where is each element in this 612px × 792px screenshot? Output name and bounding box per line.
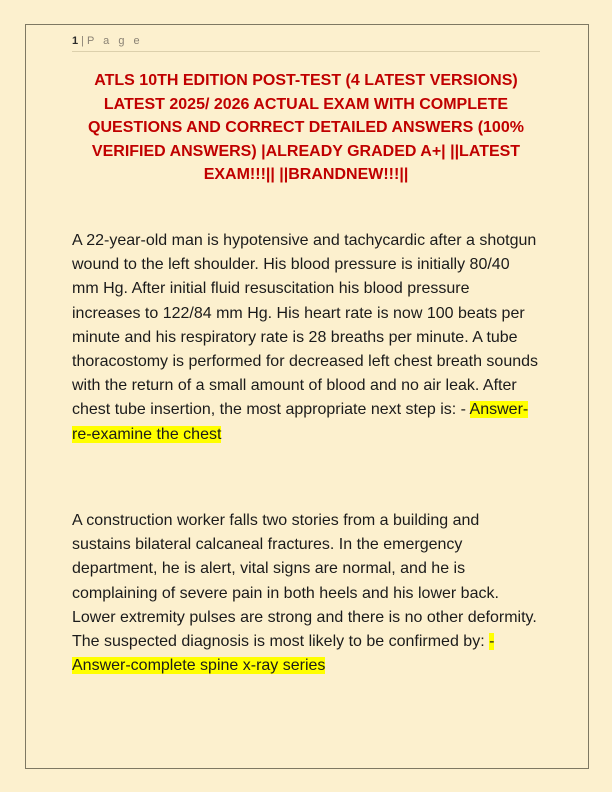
question-1-text: A 22-year-old man is hypotensive and tachycardic after a shotgun wound to the left shoulder. His blood pressure is initially 80/40 mm Hg. After initial fluid resuscitation his blood pressure increases to 122/84 mm Hg. His heart rate is now 100 beats per minute and his respiratory rate is 28 breaths per minute. A tube thoracostomy is performed for decreased left chest breath sounds with the return of a small amount of blood and no air leak. After chest tube insertion, the most appropriate next step is: -: [72, 232, 539, 419]
page-number: 1: [72, 35, 79, 47]
question-paragraph-1: [72, 229, 540, 447]
document-title: ATLS 10TH EDITION POST-TEST (4 LATEST VERSIONS) LATEST 2025/ 2026 ACTUAL EXAM WITH COMPLETE QUESTIONS AND CORRECT DETAILED ANSWERS (100% VERIFIED ANSWERS) |ALREADY GRADED A+| ||LATEST EXAM!!!|| ||BRANDNEW!!!||: [88, 72, 524, 183]
question-2-text: A construction worker falls two stories from a building and sustains bilateral calcaneal fractures. In the emergency department, he is alert, vital signs are normal, and he is complaining of severe pain in both heels and his lower back. Lower extremity pulses are strong and there is no other deformity. The suspected diagnosis is most likely to be confirmed by:: [72, 512, 537, 651]
question-2-highlighted-answer: - Answer-complete spine x-ray series: [72, 633, 495, 675]
page-number-separator: |: [81, 35, 84, 47]
question-1-highlighted-answer: Answer-re-examine the chest: [72, 401, 529, 443]
question-paragraph-2: [72, 509, 540, 678]
page-label: P a g e: [86, 35, 143, 47]
page-header: [72, 35, 540, 52]
